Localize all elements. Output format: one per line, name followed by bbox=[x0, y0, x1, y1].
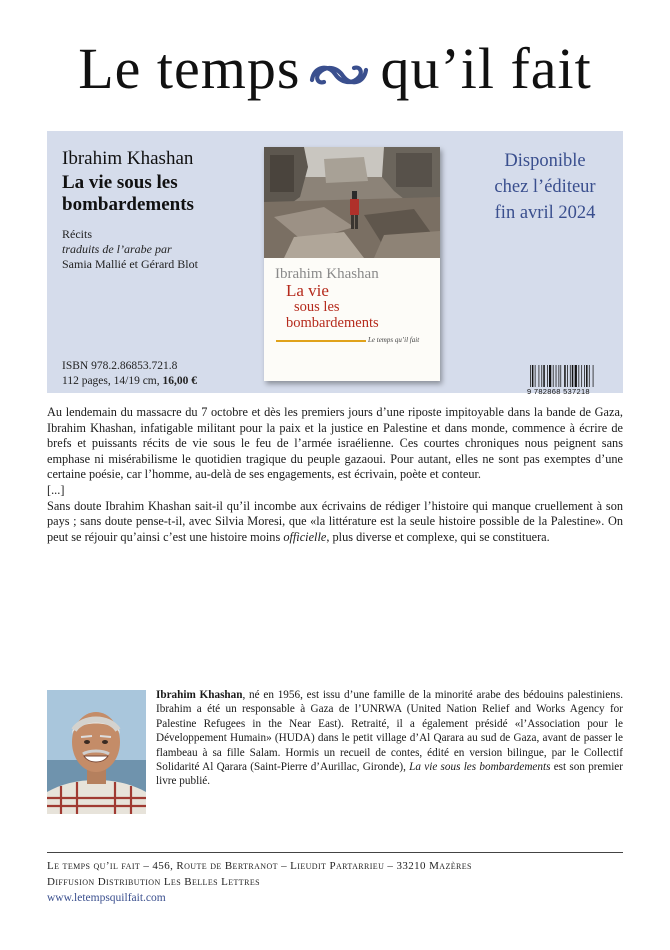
book-translated-note: traduits de l’arabe par bbox=[62, 242, 172, 256]
barcode-icon bbox=[529, 365, 619, 387]
masthead-left: Le temps bbox=[78, 36, 301, 101]
masthead-right: qu’il fait bbox=[380, 36, 592, 101]
author-portrait bbox=[47, 690, 146, 814]
blurb-ellipsis: [...] bbox=[47, 482, 65, 497]
barcode-digits: 9 782868 537218 bbox=[527, 387, 590, 396]
cover-title-line-1: La vie bbox=[286, 281, 329, 300]
book-cover bbox=[264, 147, 440, 381]
blurb-p2-end: , plus diverse et complexe, qui se constituera. bbox=[326, 529, 550, 544]
cover-title bbox=[286, 283, 379, 331]
footer-publisher-address: Le temps qu’il fait – 456, Route de Bertranot – Lieudit Partarrieu – 33210 Mazères bbox=[47, 860, 472, 872]
footer-website-link[interactable]: www.letempsquilfait.com bbox=[47, 892, 166, 904]
blurb-p2-emphasis: officielle bbox=[283, 529, 327, 544]
book-specs bbox=[62, 375, 197, 387]
availability-line-2: chez l’éditeur bbox=[494, 177, 596, 197]
cover-imprint: Le temps qu’il fait bbox=[368, 336, 420, 344]
wave-ornament-icon bbox=[308, 58, 370, 92]
cover-title-line-2: sous les bbox=[294, 299, 340, 315]
book-blurb bbox=[47, 405, 623, 545]
cover-rule bbox=[276, 340, 366, 342]
blurb-p2-start: Sans doute Ibrahim Khashan sait-il qu’il incombe aux écrivains de rédiger l’histoire qui manque cruellement à son pays ; sans doute pense-t-il, avec Silvia Moresi, que «la littérature est la seule histoire possible de la Palestine». On peut se réjouir qu’ainsi c’est une histoire moins bbox=[47, 498, 623, 544]
availability-line-3: fin avril 2024 bbox=[494, 203, 596, 223]
bio-text-end: est son premier livre publié. bbox=[156, 761, 623, 788]
blurb-paragraph-2 bbox=[47, 499, 623, 546]
masthead bbox=[0, 36, 670, 101]
book-genre: Récits bbox=[62, 227, 92, 241]
book-isbn: ISBN 978.2.86853.721.8 bbox=[62, 360, 178, 372]
footer-divider bbox=[47, 852, 623, 853]
blurb-paragraph-1: Au lendemain du massacre du 7 octobre et dès les premiers jours d’une riposte impitoyable dans la bande de Gaza, Ibrahim Khashan, infatigable militant pour la paix et la justice en Palestine et dans monde, commence à écrire de brefs et puissants récits de vie sous le feu de l’armée israélienne. Ces courtes chroniques nous peignent sans emphase ni misérabilisme le quotidien tragique du peuple gazaoui. Pour autant, elles ne sont pas exemptes d’une certaine poésie, car l’homme, au-delà de ses engagements, est écrivain, poète et conteur. bbox=[47, 405, 623, 482]
bio-book-title: La vie sous les bombardements bbox=[409, 761, 551, 774]
book-specs-text: 112 pages, 14/19 cm, bbox=[62, 375, 163, 387]
cover-photo-rubble bbox=[264, 147, 440, 258]
footer-distribution: Diffusion Distribution Les Belles Lettres bbox=[47, 876, 260, 888]
cover-title-line-3: bombardements bbox=[286, 315, 379, 331]
book-translators: Samia Mallié et Gérard Blot bbox=[62, 257, 198, 271]
book-title: La vie sous les bombardements bbox=[62, 172, 194, 215]
availability-notice bbox=[470, 148, 620, 226]
bio-author-name: Ibrahim Khashan bbox=[156, 689, 243, 701]
cover-author: Ibrahim Khashan bbox=[275, 266, 379, 282]
author-bio bbox=[156, 688, 623, 789]
book-price: 16,00 € bbox=[162, 375, 198, 387]
availability-line-1: Disponible bbox=[504, 151, 586, 171]
bio-text-start: , né en 1956, est issu d’une famille de la minorité arabe des bédouins palestiniens. Ibrahim a été un responsable à Gaza de l’UNRWA (United Nation Relief and Works Agency for Palestine Refugees in the Near East). Retraité, il a également présidé «l’Association pour le Développement Humain» (HUDA) dans le petit village d’Al Qarara au sud de Gaza, avant de passer le flambeau à sa fille Salam. Hormis un recueil de contes, édité en version bilingue, par le Collectif Solidarité Al Qarara (Saint-Pierre d’Aurillac, Gironde), bbox=[156, 689, 623, 774]
book-author: Ibrahim Khashan bbox=[62, 148, 194, 169]
